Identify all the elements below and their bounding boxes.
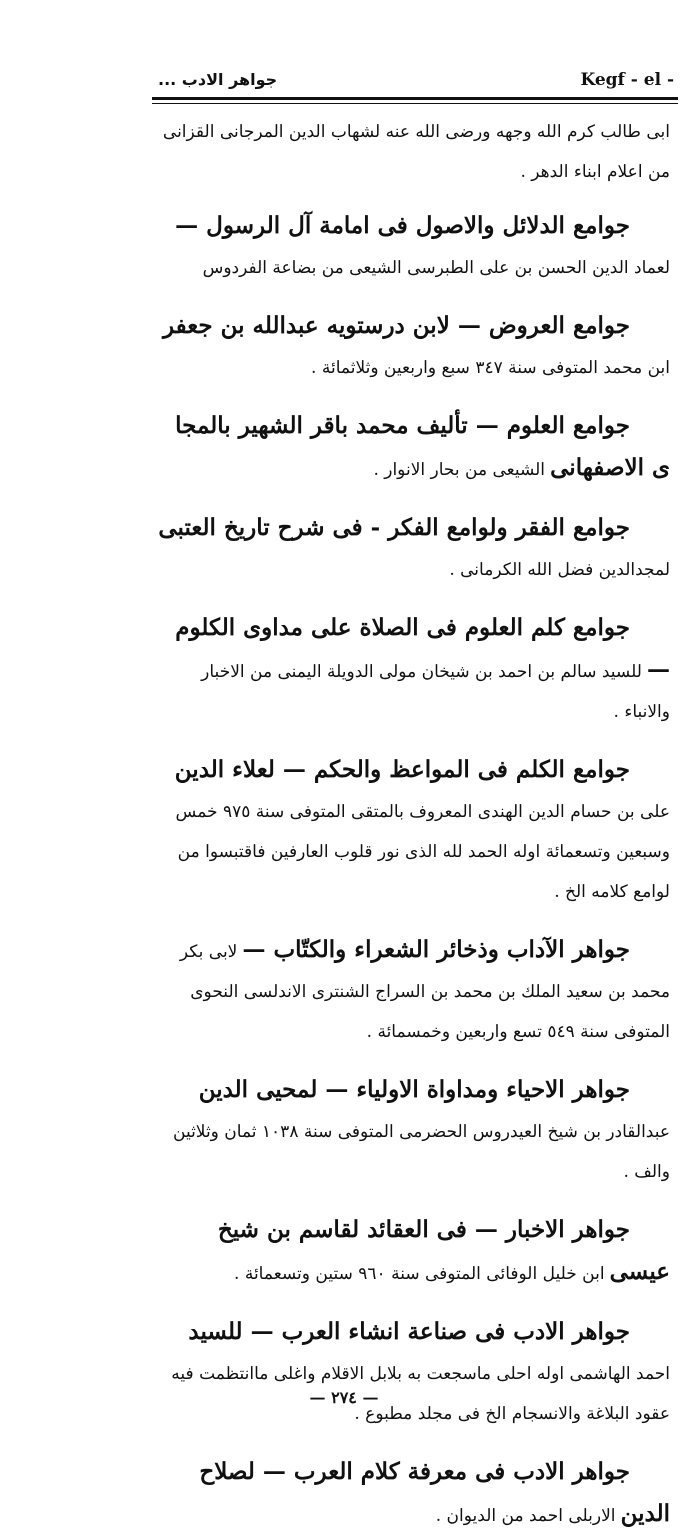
entry <box>158 930 670 1052</box>
running-header <box>152 64 678 96</box>
entry <box>158 112 670 192</box>
entry-title: جواهر الاخبار — فى العقائد لقاسم بن شيخ عيسى <box>217 1216 670 1285</box>
entry <box>158 306 670 388</box>
entry <box>158 206 670 288</box>
entry-title: جوامع كلم العلوم فى الصلاة على مداوى الكلوم — <box>175 614 670 683</box>
entry-body: عبدالقادر بن شيخ العيدروس الحضرمى المتوفى سنة ١٠٣٨ ثمان وثلاثين والف . <box>173 1122 670 1182</box>
entry <box>158 750 670 912</box>
entry-body: لمجدالدين فضل الله الكرمانى . <box>449 560 670 580</box>
entry-body: لابى بكر محمد بن سعيد الملك بن محمد بن السراج الشنترى الاندلسى النحوى المتوفى سنة ٥٤٩ تسع واربعين وخمسمائة . <box>179 942 670 1042</box>
entry-title: جوامع العروض — لابن درستويه عبدالله بن جعفر <box>162 312 630 339</box>
entry-body: الاربلى احمد من الديوان . <box>435 1506 616 1526</box>
entry-body: الشيعى من بحار الانوار . <box>373 460 546 480</box>
entry <box>158 1070 670 1192</box>
section-label: Kegf - el - <box>580 70 674 90</box>
entry <box>158 1312 670 1434</box>
entry-body: ابى طالب كرم الله وجهه ورضى الله عنه لشهاب الدين المرجانى القزانى من اعلام ابناء الدهر . <box>162 122 670 182</box>
entry-title: جوامع الفقر ولوامع الفكر - فى شرح تاريخ العتبى <box>158 514 630 541</box>
entry-title: جواهر الادب فى صناعة انشاء العرب — للسيد <box>188 1318 630 1345</box>
page-number: — ٢٧٤ — <box>309 1388 379 1407</box>
entry <box>158 1210 670 1294</box>
entry-title: جواهر الادب فى معرفة كلام العرب — لصلاح الدين <box>199 1458 670 1527</box>
header-rule-thick <box>152 97 678 100</box>
entry-title: جوامع الكلم فى المواعظ والحكم — لعلاء الدين <box>174 756 630 783</box>
entry-body: ابن محمد المتوفى سنة ٣٤٧ سبع واربعين وثلاثمائة . <box>311 358 670 378</box>
entry-body: للسيد سالم بن احمد بن شيخان مولى الدويلة اليمنى من الاخبار والانباء . <box>201 662 670 722</box>
entry-title: جوامع الدلائل والاصول فى امامة آل الرسول — <box>175 212 630 239</box>
entry-body: احمد الهاشمى اوله احلى ماسجعت به بلابل الاقلام واغلى ماانتظمت فيه عقود البلاغة والانسجام الخ فى مجلد مطبوع . <box>171 1364 670 1424</box>
entry <box>158 508 670 590</box>
entry-title: جوامع العلوم — تأليف محمد باقر الشهير بالمجا ى الاصفهانى <box>175 412 670 481</box>
entry <box>158 1452 670 1536</box>
entry <box>158 608 670 732</box>
header-rule-thin <box>152 103 678 104</box>
entry-title: جواهر الآداب وذخائر الشعراء والكتّاب — <box>242 936 630 963</box>
entry <box>158 406 670 490</box>
entry-title: جواهر الاحياء ومداواة الاولياء — لمحيى الدين <box>198 1076 630 1103</box>
running-title: جواهر الادب ... <box>158 70 278 89</box>
entry-body: على بن حسام الدين الهندى المعروف بالمتقى المتوفى سنة ٩٧٥ خمس وسبعين وتسعمائة اوله الحمد لله الذى نور قلوب العارفين فاقتبسوا من لوامع كلامه الخ . <box>175 802 670 902</box>
entry-body: ابن خليل الوفائى المتوفى سنة ٩٦٠ ستين وتسعمائة . <box>234 1264 605 1284</box>
entry-body: لعماد الدين الحسن بن على الطبرسى الشيعى من بضاعة الفردوس <box>202 258 670 278</box>
